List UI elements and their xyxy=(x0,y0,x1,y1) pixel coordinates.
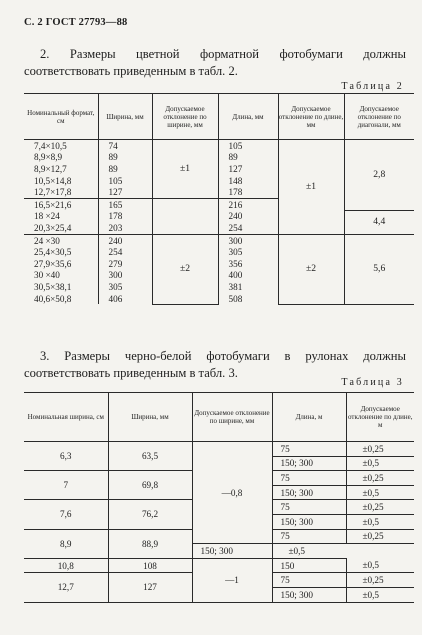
t3-length-tol-cell: ±0,25 xyxy=(346,442,414,457)
t2-width-cell: 89 xyxy=(98,163,152,175)
t3-length-cell: 75 xyxy=(272,500,346,515)
t2-diag-tol-cell: 5,6 xyxy=(344,234,414,304)
t3-width-mm-cell: 76,2 xyxy=(108,500,192,529)
t3-length-tol-cell: ±0,25 xyxy=(346,500,414,515)
t2-width-cell: 127 xyxy=(98,186,152,198)
t2-width-tol-blank xyxy=(152,198,218,234)
t3-length-tol-cell: ±0,25 xyxy=(346,529,414,544)
t3-width-tol-cell: —1 xyxy=(192,558,272,602)
table3-header-row xyxy=(24,393,414,442)
t3-width-tol-cell: —0,8 xyxy=(192,442,272,544)
table2-row xyxy=(24,140,414,152)
t3-width-cm-cell: 12,7 xyxy=(24,573,108,602)
t2-size-cell: 10,5×14,8 xyxy=(34,175,72,186)
t2-header-length: Длина, мм xyxy=(218,94,278,140)
t2-width-tol-cell: ±1 xyxy=(152,140,218,199)
t3-length-tol-cell: ±0,5 xyxy=(346,514,414,529)
t2-width-cell: 105 xyxy=(98,175,152,187)
t2-length-cell: 105 xyxy=(218,140,278,152)
t3-header-length-tol: Допускаемое отклонение по длине, м xyxy=(346,393,414,442)
t2-size-cell: 16,5×21,6 xyxy=(34,199,72,210)
t2-length-cell: 89 xyxy=(218,152,278,164)
table2-header-row xyxy=(24,94,414,140)
t2-size-cell: 18 ×24 xyxy=(34,211,60,222)
t3-length-tol-cell: ±0,5 xyxy=(346,558,414,573)
t2-width-cell: 240 xyxy=(98,234,152,246)
t2-header-size: Номинальный формат, см xyxy=(24,94,98,140)
table3-row xyxy=(24,558,414,573)
t3-length-cell: 150; 300 xyxy=(272,514,346,529)
t3-width-mm-cell: 63,5 xyxy=(108,442,192,471)
t3-length-tol-cell: ±0,25 xyxy=(346,471,414,486)
page-header: С. 2 ГОСТ 27793—88 xyxy=(24,17,128,28)
t2-width-cell: 254 xyxy=(98,246,152,258)
t2-diag-tol-cell: 2,8 xyxy=(344,140,414,211)
t3-header-width-tol: Допускаемое отклонение по ширине, мм xyxy=(192,393,272,442)
t3-length-tol-cell: ±0,25 xyxy=(346,573,414,588)
t3-width-mm-cell: 88,9 xyxy=(108,529,192,558)
paragraph-section-3: 3. Размеры черно-белой фотобумаги в рулонах должны соответствовать приведенным в табл. 3. xyxy=(24,349,406,380)
t2-size-cell: 7,4×10,5 xyxy=(34,140,67,151)
t2-width-cell: 300 xyxy=(98,270,152,282)
t3-length-cell: 150; 300 xyxy=(272,485,346,500)
t2-width-cell: 203 xyxy=(98,222,152,234)
t3-length-tol-cell: ±0,5 xyxy=(346,456,414,471)
t2-width-cell: 89 xyxy=(98,152,152,164)
t2-length-cell: 254 xyxy=(218,222,278,234)
t3-width-mm-cell: 69,8 xyxy=(108,471,192,500)
t3-width-mm-cell: 127 xyxy=(108,573,192,602)
t2-size-cell: 40,6×50,8 xyxy=(34,293,72,304)
t2-width-cell: 165 xyxy=(98,198,152,210)
t2-size-cell: 30,5×38,1 xyxy=(34,281,72,292)
t2-length-tol-cell: ±1 xyxy=(278,140,344,235)
table3-row xyxy=(24,442,414,457)
t3-length-cell: 75 xyxy=(272,529,346,544)
t2-header-length-tol: Допускаемое отклонение по длине, мм xyxy=(278,94,344,140)
t2-length-cell: 381 xyxy=(218,281,278,293)
t3-length-cell: 150 xyxy=(272,558,346,573)
t3-length-tol-cell: ±0,5 xyxy=(346,485,414,500)
t2-length-cell: 178 xyxy=(218,186,278,198)
t3-length-cell: 150; 300 xyxy=(192,544,272,559)
t2-length-cell: 508 xyxy=(218,293,278,305)
t2-length-cell: 356 xyxy=(218,258,278,270)
t3-length-cell: 150; 300 xyxy=(272,587,346,602)
t2-size-cell: 12,7×17,8 xyxy=(24,186,98,198)
t3-width-cm-cell: 10,8 xyxy=(24,558,108,573)
t2-width-tol-cell: ±2 xyxy=(152,234,218,304)
t2-size-cell: 27,9×35,6 xyxy=(34,258,72,269)
t2-length-cell: 240 xyxy=(218,211,278,223)
t2-length-cell: 127 xyxy=(218,163,278,175)
t3-header-width-cm: Номинальная ширина, см xyxy=(24,393,108,442)
table2-row xyxy=(24,211,414,223)
t2-length-cell: 400 xyxy=(218,270,278,282)
t2-length-tol-cell: ±2 xyxy=(278,234,344,304)
t2-length-cell: 300 xyxy=(218,234,278,246)
paragraph-section-2: 2. Размеры цветной форматной фотобумаги должны соответствовать приведенным в табл. 2. xyxy=(24,47,406,78)
t2-width-cell: 74 xyxy=(98,140,152,152)
t2-length-cell: 148 xyxy=(218,175,278,187)
t2-header-width-tol: Допускаемое отклонение по ширине, мм xyxy=(152,94,218,140)
t2-size-cell: 30 ×40 xyxy=(34,270,60,281)
t2-size-cell: 25,4×30,5 xyxy=(34,247,72,258)
t3-length-cell: 75 xyxy=(272,573,346,588)
t3-length-cell: 150; 300 xyxy=(272,456,346,471)
t3-header-length: Длина, м xyxy=(272,393,346,442)
t2-size-cell: 8,9×12,7 xyxy=(34,163,67,174)
t2-header-width: Ширина, мм xyxy=(98,94,152,140)
t3-length-tol-cell: ±0,5 xyxy=(346,587,414,602)
t3-width-cm-cell: 7,6 xyxy=(24,500,108,529)
t2-size-cell: 24 ×30 xyxy=(34,235,60,246)
t3-header-width-mm: Ширина, мм xyxy=(108,393,192,442)
t2-header-diag-tol: Допускаемое отклонение по диагонали, мм xyxy=(344,94,414,140)
t3-width-cm-cell: 8,9 xyxy=(24,529,108,558)
table2-row xyxy=(24,234,414,246)
t3-width-mm-cell: 108 xyxy=(108,558,192,573)
t2-length-cell: 216 xyxy=(218,198,278,210)
table2-caption: Таблица 2 xyxy=(341,81,404,92)
t2-width-cell: 178 xyxy=(98,211,152,223)
t3-width-cm-cell: 6,3 xyxy=(24,442,108,471)
t2-length-cell: 305 xyxy=(218,246,278,258)
t3-length-cell: 75 xyxy=(272,442,346,457)
t2-width-cell: 406 xyxy=(98,293,152,305)
table3 xyxy=(24,392,414,603)
t3-width-cm-cell: 7 xyxy=(24,471,108,500)
t2-size-cell: 20,3×25,4 xyxy=(24,222,98,234)
t2-width-cell: 305 xyxy=(98,281,152,293)
t2-diag-tol-cell: 4,4 xyxy=(344,211,414,235)
t2-size-cell: 8,9×8,9 xyxy=(34,152,63,163)
t3-length-cell: 75 xyxy=(272,471,346,486)
table2 xyxy=(24,93,414,305)
table3-caption: Таблица 3 xyxy=(341,377,404,388)
t2-width-cell: 279 xyxy=(98,258,152,270)
t3-length-tol-cell: ±0,5 xyxy=(272,544,346,559)
